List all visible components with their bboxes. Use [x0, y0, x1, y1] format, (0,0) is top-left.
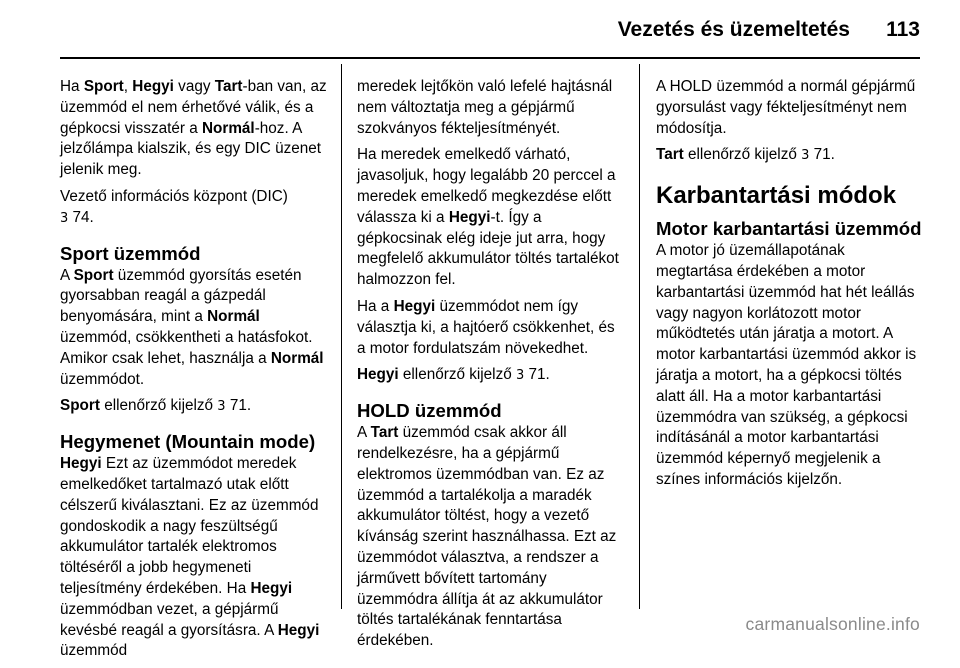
paragraph: Vezető információs központ (DIC) 3 74.	[60, 187, 288, 226]
page-reference-arrow-icon: 3	[801, 148, 810, 164]
paragraph: Sport ellenőrző kijelző 3 71.	[60, 397, 252, 415]
watermark-text: carmanualsonline.info	[745, 614, 920, 634]
paragraph: Hegyi ellenőrző kijelző 3 71.	[357, 366, 550, 384]
page-number: 113	[886, 18, 920, 41]
paragraph: Ha meredek emelkedő várható, javasoljuk, hogy legalább 20 perccel a meredek emelkedő megkezdése előtt válassza ki a Hegyi-t. Így a gépkocsinak elég ideje jut arra, hogy megfelelő akkumulátor töltés tartalékot halmozzon fel.	[357, 146, 619, 289]
section-heading: Sport üzemmód	[60, 242, 201, 264]
paragraph: A motor jó üzemállapotának megtartása érdekében a motor karbantartási üzemmód hat hét leállás vagy nagyon korlátozott motor működtetés után járatja a motort. A motor karbantartási üzemmód akkor is járatja a motort, ha a gépkocsi töltés alatt áll. Ha a motor karbantartási üzemmódra van szükség, a gépkocsi indításánál a motor karbantartási üzemmód képernyő megjelenik a színes információs kijelzőn.	[656, 242, 917, 488]
section-heading: HOLD üzemmód	[357, 400, 502, 422]
page-reference[interactable]: 71.	[528, 366, 550, 384]
paragraph: A HOLD üzemmód a normál gépjármű gyorsulást vagy fékteljesítményt nem módosítja.	[656, 78, 916, 137]
text-column-1	[60, 77, 330, 668]
paragraph: A Tart üzemmód csak akkor áll rendelkezésre, ha a gépjármű elektromos üzemmódban van. Ez az üzemmód a tartalékolja a maradék akkumulátor töltést, hogy a vezető kívánság szerint használhassa. Ezt az üzemmódot választva, a rendszer a járművett bővített tartomány üzemmódra állítja át az akkumulátor töltés tartalékának fenntartása érdekében.	[357, 424, 617, 650]
header-rule	[60, 57, 920, 59]
page-reference-arrow-icon: 3	[217, 399, 226, 415]
page-reference-arrow-icon: 3	[516, 368, 525, 384]
paragraph: A Sport üzemmód gyorsítás esetén gyorsabban reagál a gázpedál benyomására, mint a Normál üzemmód, csökkentheti a hatásfokot. Amikor csak lehet, használja a Normál üzemmódot.	[60, 266, 324, 388]
page-reference[interactable]: 71.	[229, 397, 252, 415]
running-title: Vezetés és üzemeltetés	[617, 18, 850, 41]
text-column-2	[357, 77, 625, 658]
page-header	[0, 0, 960, 60]
text-column-3	[656, 77, 924, 497]
paragraph: meredek lejtőkön való lefelé hajtásnál nem változtatja meg a gépjármű szokványos fékteljesítményét.	[357, 78, 613, 137]
page-reference-arrow-icon: 3	[60, 210, 69, 226]
section-heading: Motor karbantartási üzemmód	[656, 218, 922, 240]
paragraph: Ha Sport, Hegyi vagy Tart-ban van, az üzemmód el nem érhetővé válik, és a gépkocsi visszatér a Normál-hoz. A jelzőlámpa kialszik, és egy DIC üzenet jelenik meg.	[60, 78, 327, 179]
paragraph: Ha a Hegyi üzemmódot nem így választja ki, a hajtóerő csökkenhet, és a motor fordulatszám növekedhet.	[357, 297, 615, 357]
paragraph: Hegyi Ezt az üzemmódot meredek emelkedőket tartalmazó utak előtt célszerű kiválasztani. Ez az üzemmód gondoskodik a nagy feszültségű akkumulátor tartalék elektromos töltéséről a jobb hegymeneti teljesítmény érdekében. Ha Hegyi üzemmódban vezet, a gépjármű kevésbé reagál a gyorsításra. A Hegyi üzemmód	[60, 455, 320, 660]
section-heading: Hegymenet (Mountain mode)	[60, 431, 316, 453]
page-reference[interactable]: 74.	[72, 208, 94, 226]
column-divider	[341, 64, 342, 609]
column-divider	[639, 64, 640, 609]
paragraph: Tart ellenőrző kijelző 3 71.	[656, 146, 835, 164]
page-reference[interactable]: 71.	[813, 146, 835, 164]
chapter-heading: Karbantartási módok	[656, 182, 897, 210]
